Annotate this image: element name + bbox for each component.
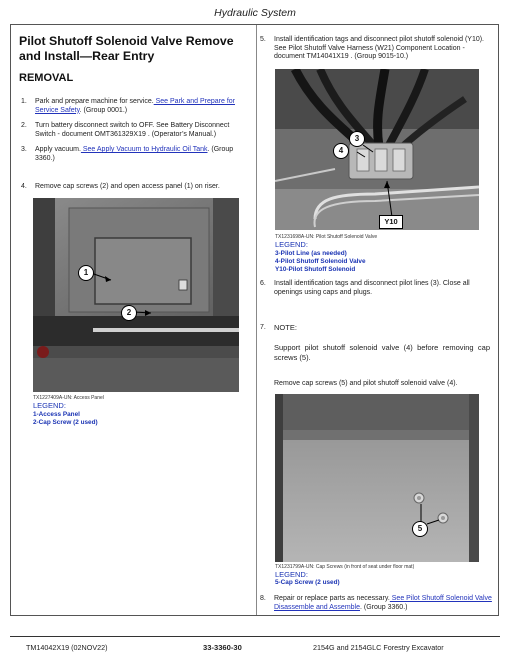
disassemble-assemble-link[interactable]: See Pilot Shutoff Solenoid Valve Disassemble and Assemble: [274, 595, 492, 611]
apply-vacuum-link[interactable]: See Apply Vacuum to Hydraulic Oil Tank: [80, 146, 208, 153]
legend-item: 1-Access Panel: [33, 411, 80, 418]
footer-divider: [10, 636, 500, 637]
footer-doc-id: TM14042X19 (02NOV22): [26, 643, 108, 652]
callout-2: 2: [121, 305, 137, 321]
step-1-text-post: . (Group 0001.): [79, 106, 128, 114]
legend-title: LEGEND:: [275, 240, 308, 249]
section-heading-removal: REMOVAL: [19, 72, 74, 84]
step-4-number: 4.: [21, 183, 27, 190]
callout-5: 5: [412, 521, 428, 537]
access-panel-photo: [33, 198, 239, 392]
step-5-text: Install identification tags and disconnect pilot shutoff solenoid (Y10). See Pilot Shutoff Valve Harness (W21) Component Location - document TM14041X19 . (Group 9015-10.): [274, 36, 484, 61]
step-1-body: [35, 98, 249, 115]
legend-title: LEGEND:: [275, 570, 308, 579]
figure-caption-cap-screws: TX1231799A-UN: Cap Screws (in front of seat under floor mat): [275, 564, 415, 570]
callout-1: 1: [78, 265, 94, 281]
solenoid-valve-photo: [275, 69, 479, 230]
callout-4: 4: [333, 143, 349, 159]
legend-item: 5-Cap Screw (2 used): [275, 579, 340, 586]
footer-page-number: 33-3360-30: [203, 643, 242, 652]
legend-item: 2-Cap Screw (2 used): [33, 419, 98, 426]
callout-y10: Y10: [379, 215, 403, 229]
step-5-number: 5.: [260, 36, 266, 43]
step-2-number: 2.: [21, 122, 27, 129]
page-frame: [10, 24, 499, 616]
right-column: [257, 25, 499, 615]
legend-item: Y10-Pilot Shutoff Solenoid: [275, 266, 356, 273]
step-3-text-post: . (Group 3360.): [35, 146, 234, 162]
figure-caption-solenoid-valve: TX1231698A-UN: Pilot Shutoff Solenoid Valve: [275, 234, 378, 240]
step-1-number: 1.: [21, 98, 27, 105]
figure-caption-access-panel: TX1227409A-UN: Access Panel: [33, 395, 104, 401]
cap-screws-photo: [275, 394, 479, 562]
legend-item: 4-Pilot Shutoff Solenoid Valve: [275, 258, 366, 265]
callout-3: 3: [349, 131, 365, 147]
step-6-number: 6.: [260, 280, 266, 287]
step-7-number: 7.: [260, 324, 266, 331]
step-6-text: Install identification tags and disconnect pilot lines (3). Close all openings using caps and plugs.: [274, 280, 470, 296]
legend-item: 3-Pilot Line (as needed): [275, 250, 347, 257]
step-3-number: 3.: [21, 146, 27, 153]
step-8-number: 8.: [260, 595, 266, 602]
step-4-text: Remove cap screws (2) and open access panel (1) on riser.: [35, 183, 220, 190]
legend-title: LEGEND:: [33, 401, 66, 410]
step-3-body: [35, 146, 249, 163]
left-column: [11, 25, 255, 615]
step-3-text: Apply vacuum.: [35, 146, 81, 153]
step-2-text: Turn battery disconnect switch to OFF. See Battery Disconnect Switch - document OMT361329X19 . (Operator’s Manual.): [35, 122, 230, 138]
step-8-text: Repair or replace parts as necessary.: [274, 595, 390, 602]
park-and-prepare-link[interactable]: See Park and Prepare for Service Safety: [35, 98, 235, 114]
note-heading: NOTE:: [274, 323, 297, 332]
footer-product-name: 2154G and 2154GLC Forestry Excavator: [313, 643, 444, 652]
step-8-body: [274, 595, 492, 612]
running-header: Hydraulic System: [214, 7, 296, 19]
step-7-instruction: Remove cap screws (5) and pilot shutoff solenoid valve (4).: [274, 380, 458, 387]
page-title: Pilot Shutoff Solenoid Valve Remove and Install—Rear Entry: [19, 34, 234, 63]
note-text: Support pilot shutoff solenoid valve (4) before removing cap screws (5).: [274, 343, 490, 362]
step-1-text: Park and prepare machine for service.: [35, 98, 154, 105]
step-8-text-post: . (Group 3360.): [360, 603, 408, 611]
